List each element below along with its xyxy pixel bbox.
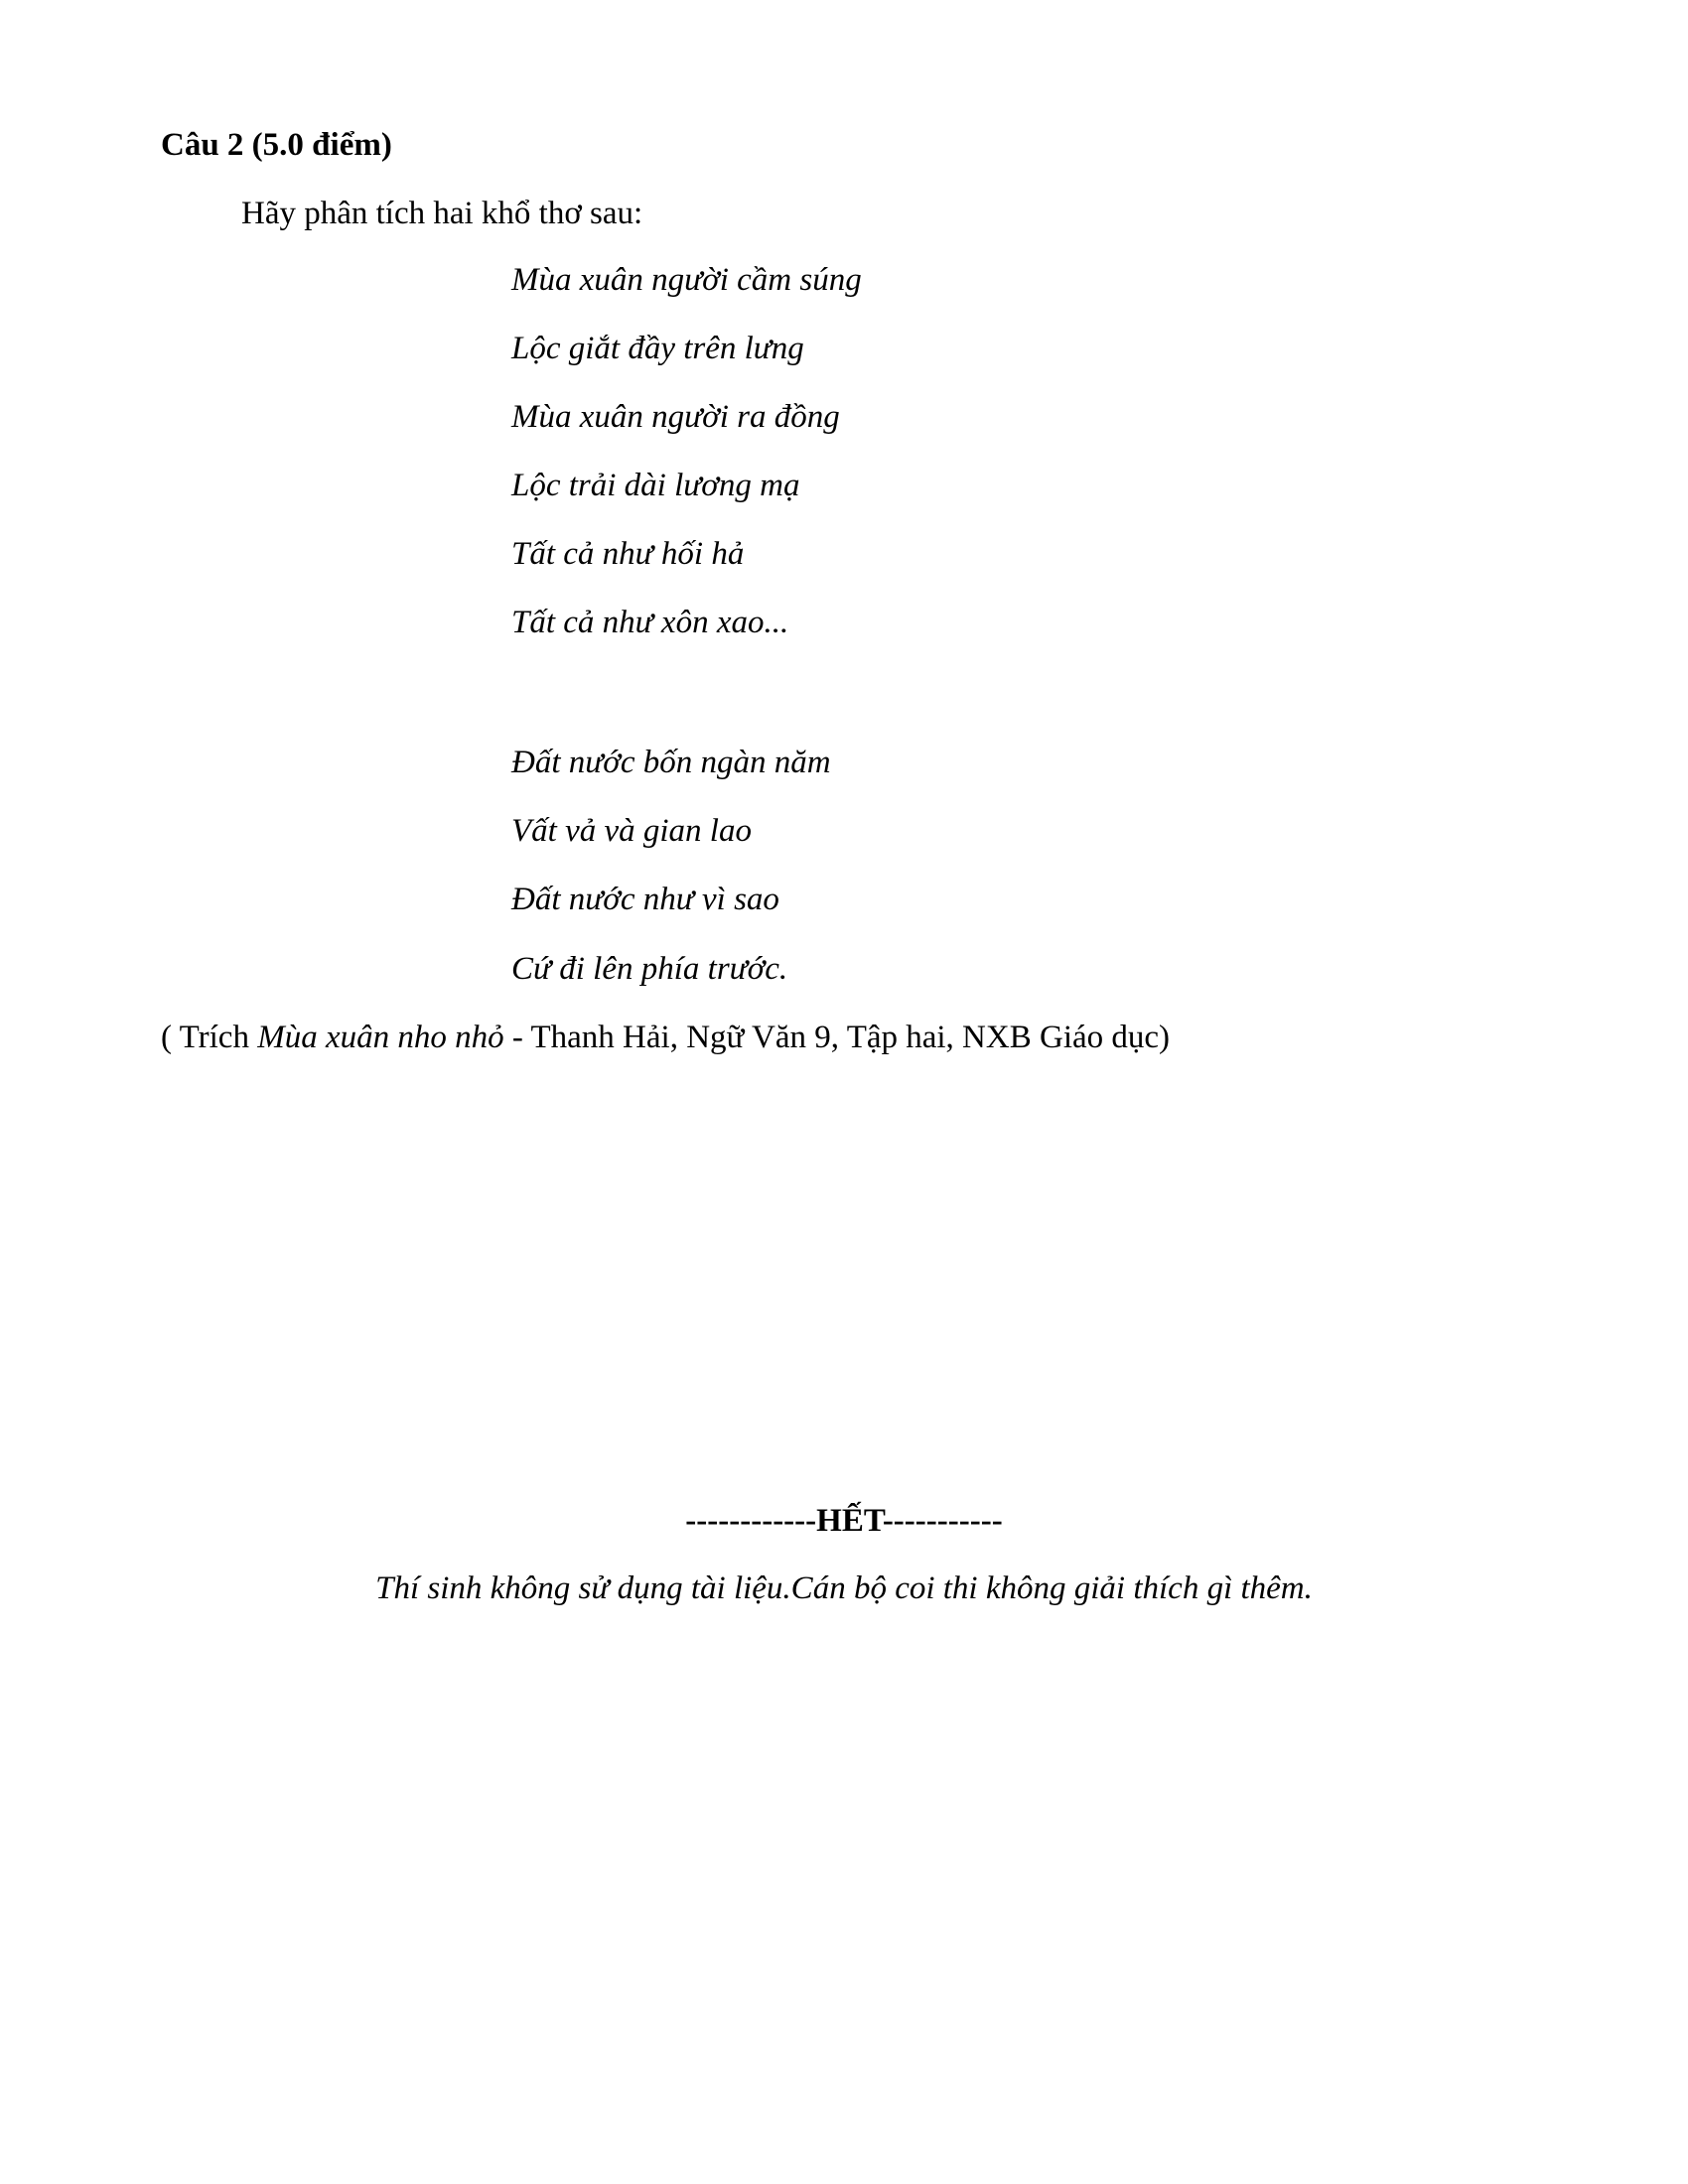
poem-line: Vất vả và gian lao: [511, 813, 752, 849]
poem-line: Cứ đi lên phía trước.: [511, 951, 788, 987]
end-of-exam-mark: ------------HẾT-----------: [685, 1503, 1003, 1539]
poem-line: Mùa xuân người ra đồng: [511, 399, 840, 435]
poem-line: Lộc trải dài lương mạ: [511, 468, 800, 503]
poem-line: Đất nước như vì sao: [511, 882, 779, 917]
citation-prefix: ( Trích: [161, 1020, 258, 1055]
poem-line: Tất cả như hối hả: [511, 536, 745, 572]
citation-work-title: Mùa xuân nho nhỏ: [257, 1020, 504, 1055]
question-title: Câu 2 (5.0 điểm): [161, 127, 392, 163]
poem-line: Lộc giắt đầy trên lưng: [511, 331, 804, 366]
poem-line: Tất cả như xôn xao...: [511, 605, 789, 640]
question-prompt: Hãy phân tích hai khổ thơ sau:: [241, 196, 643, 231]
poem-line: Mùa xuân người cầm súng: [511, 262, 862, 298]
poem-source-citation: [161, 1018, 1170, 1057]
exam-footer-note: Thí sinh không sử dụng tài liệu.Cán bộ coi thi không giải thích gì thêm.: [375, 1570, 1313, 1606]
citation-suffix: - Thanh Hải, Ngữ Văn 9, Tập hai, NXB Giáo dục): [503, 1020, 1171, 1055]
poem-line: Đất nước bốn ngàn năm: [511, 745, 831, 780]
